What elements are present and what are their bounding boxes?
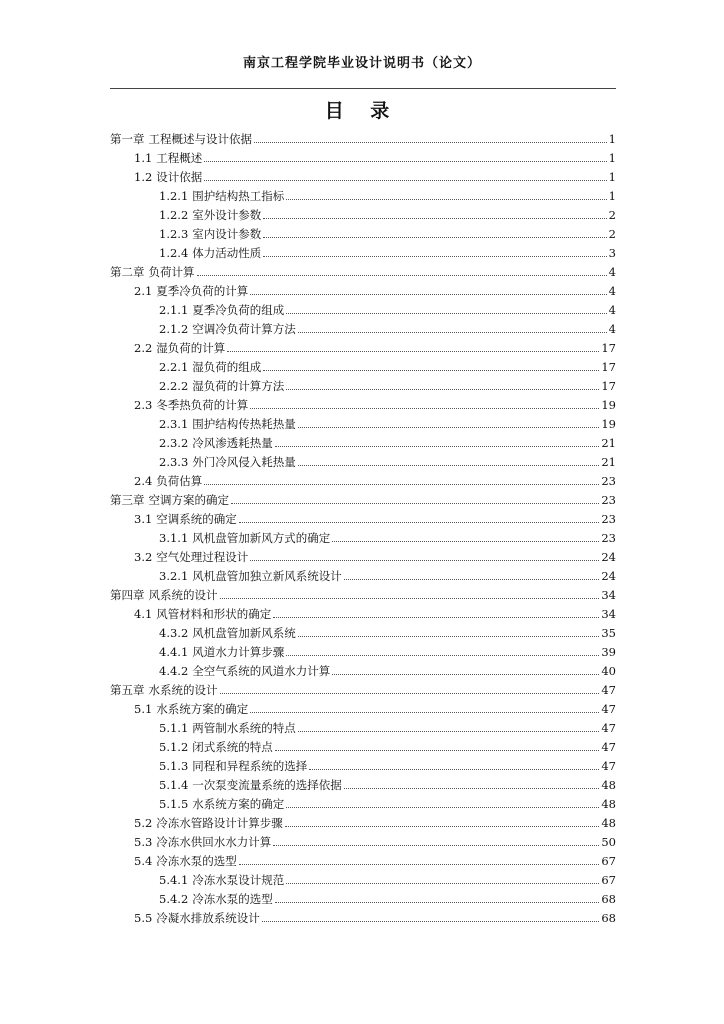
- toc-entry-title: 湿负荷的计算: [156, 341, 226, 355]
- toc-entry-title: 风机盘管加新风方式的确定: [192, 531, 331, 545]
- dot-leader: [298, 636, 600, 637]
- toc-entry[interactable]: [110, 146, 616, 165]
- toc-entry-title: 湿负荷的计算方法: [192, 379, 285, 393]
- toc-entry[interactable]: [110, 165, 616, 184]
- toc-title: 目 录: [324, 100, 400, 122]
- dot-leader: [263, 218, 606, 219]
- toc-entry[interactable]: [110, 906, 616, 925]
- toc-entry-title: 风道水力计算步骤: [192, 645, 285, 659]
- dot-leader: [309, 769, 599, 770]
- toc-entry[interactable]: [110, 374, 616, 393]
- toc-entry-number: 5.1.4: [159, 778, 189, 792]
- toc-entry[interactable]: [110, 317, 616, 336]
- dot-leader: [239, 522, 600, 523]
- toc-entry[interactable]: [110, 792, 616, 811]
- toc-entry[interactable]: [110, 659, 616, 678]
- toc-entry-number: 3.1: [134, 512, 153, 526]
- toc-entry-title: 冷冻水泵设计规范: [192, 873, 285, 887]
- toc-entry-title: 负荷计算: [148, 265, 195, 279]
- toc-entry-number: 1.2.3: [159, 227, 189, 241]
- toc-entry[interactable]: [110, 260, 616, 279]
- dot-leader: [263, 256, 606, 257]
- toc-entry-title: 围护结构传热耗热量: [192, 417, 296, 431]
- toc-entry-number: 5.5: [134, 911, 153, 925]
- dot-leader: [254, 142, 607, 143]
- toc-entry-page: 47: [601, 759, 616, 773]
- toc-entry[interactable]: [110, 868, 616, 887]
- toc-entry[interactable]: [110, 412, 616, 431]
- toc-entry[interactable]: [110, 849, 616, 868]
- toc-entry-title: 风系统的设计: [148, 588, 218, 602]
- toc-entry-number: 第二章: [110, 265, 145, 279]
- toc-entry-page: 17: [601, 341, 616, 355]
- toc-entry[interactable]: [110, 754, 616, 773]
- toc-entry-page: 47: [601, 683, 616, 697]
- toc-entry-page: 4: [608, 303, 616, 317]
- toc-entry-page: 47: [601, 721, 616, 735]
- toc-entry[interactable]: [110, 887, 616, 906]
- toc-entry-page: 1: [608, 151, 616, 165]
- dot-leader: [250, 712, 599, 713]
- dot-leader: [231, 503, 599, 504]
- toc-entry-title: 空气处理过程设计: [156, 550, 249, 564]
- table-of-contents: [110, 127, 616, 925]
- toc-entry[interactable]: [110, 621, 616, 640]
- toc-entry-page: 48: [601, 816, 616, 830]
- toc-entry-title: 风机盘管加独立新风系统设计: [192, 569, 342, 583]
- toc-entry-page: 23: [601, 512, 616, 526]
- toc-entry-number: 2.1: [134, 284, 153, 298]
- dot-leader: [344, 788, 600, 789]
- toc-entry-title: 全空气系统的风道水力计算: [192, 664, 331, 678]
- dot-leader: [298, 427, 600, 428]
- toc-entry[interactable]: [110, 298, 616, 317]
- toc-entry[interactable]: [110, 450, 616, 469]
- toc-entry-number: 4.4.2: [159, 664, 189, 678]
- dot-leader: [204, 484, 599, 485]
- toc-entry-page: 4: [608, 322, 616, 336]
- toc-entry-number: 4.3.2: [159, 626, 189, 640]
- toc-entry-title: 冷冻水管路设计计算步骤: [156, 816, 283, 830]
- toc-entry[interactable]: [110, 241, 616, 260]
- toc-entry-number: 第一章: [110, 132, 145, 146]
- toc-entry-number: 2.2: [134, 341, 153, 355]
- toc-entry-title: 夏季冷负荷的计算: [156, 284, 249, 298]
- toc-entry-title: 风管材料和形状的确定: [156, 607, 272, 621]
- toc-entry-page: 48: [601, 797, 616, 811]
- toc-entry-title: 两管制水系统的特点: [192, 721, 296, 735]
- dot-leader: [204, 161, 606, 162]
- toc-entry-title: 室内设计参数: [192, 227, 262, 241]
- toc-entry[interactable]: [110, 811, 616, 830]
- toc-entry-number: 4.1: [134, 607, 153, 621]
- running-header: 南京工程学院毕业设计说明书（论文）: [242, 56, 481, 71]
- dot-leader: [286, 655, 599, 656]
- toc-entry-page: 34: [601, 588, 616, 602]
- toc-entry-title: 冬季热负荷的计算: [156, 398, 249, 412]
- dot-leader: [250, 560, 599, 561]
- toc-entry[interactable]: [110, 507, 616, 526]
- toc-entry[interactable]: [110, 545, 616, 564]
- toc-entry-page: 67: [601, 854, 616, 868]
- dot-leader: [286, 883, 599, 884]
- toc-entry-number: 5.1.5: [159, 797, 189, 811]
- dot-leader: [250, 294, 606, 295]
- dot-leader: [263, 237, 606, 238]
- toc-entry-number: 5.4.2: [159, 892, 189, 906]
- toc-entry-title: 工程概述: [156, 151, 203, 165]
- dot-leader: [250, 408, 599, 409]
- toc-entry-page: 67: [601, 873, 616, 887]
- toc-entry-title: 闭式系统的特点: [192, 740, 273, 754]
- toc-entry[interactable]: [110, 203, 616, 222]
- toc-entry-number: 1.2.2: [159, 208, 189, 222]
- toc-entry-title: 水系统方案的确定: [156, 702, 249, 716]
- toc-entry-title: 夏季冷负荷的组成: [192, 303, 285, 317]
- toc-entry-number: 2.3.1: [159, 417, 189, 431]
- toc-entry-number: 5.3: [134, 835, 153, 849]
- toc-entry-title: 冷冻水泵的选型: [192, 892, 273, 906]
- dot-leader: [285, 826, 600, 827]
- toc-entry-number: 3.2: [134, 550, 153, 564]
- toc-entry-title: 冷冻水泵的选型: [156, 854, 237, 868]
- toc-entry-page: 21: [601, 436, 616, 450]
- toc-entry[interactable]: [110, 184, 616, 203]
- toc-entry[interactable]: [110, 583, 616, 602]
- toc-entry-number: 5.1.2: [159, 740, 189, 754]
- toc-entry-title: 室外设计参数: [192, 208, 262, 222]
- toc-entry-number: 2.3.2: [159, 436, 189, 450]
- toc-entry-number: 2.1.2: [159, 322, 189, 336]
- dot-leader: [275, 902, 600, 903]
- toc-entry-number: 2.1.1: [159, 303, 189, 317]
- dot-leader: [220, 693, 600, 694]
- toc-entry-number: 2.3: [134, 398, 153, 412]
- toc-entry[interactable]: [110, 716, 616, 735]
- toc-entry-title: 冷冻水供回水水力计算: [156, 835, 272, 849]
- toc-entry-number: 第三章: [110, 493, 145, 507]
- toc-entry[interactable]: [110, 773, 616, 792]
- toc-entry-number: 2.4: [134, 474, 153, 488]
- toc-entry-title: 风机盘管加新风系统: [192, 626, 296, 640]
- toc-entry[interactable]: [110, 355, 616, 374]
- toc-entry-number: 2.2.2: [159, 379, 189, 393]
- toc-entry-number: 5.4: [134, 854, 153, 868]
- dot-leader: [298, 332, 607, 333]
- toc-entry-page: 21: [601, 455, 616, 469]
- toc-entry-page: 19: [601, 398, 616, 412]
- header-rule: [110, 88, 616, 89]
- toc-entry[interactable]: [110, 431, 616, 450]
- dot-leader: [286, 807, 599, 808]
- toc-entry-page: 23: [601, 531, 616, 545]
- toc-entry[interactable]: [110, 735, 616, 754]
- toc-entry-page: 48: [601, 778, 616, 792]
- dot-leader: [262, 921, 600, 922]
- toc-entry-page: 34: [601, 607, 616, 621]
- toc-entry[interactable]: [110, 564, 616, 583]
- toc-entry[interactable]: [110, 697, 616, 716]
- dot-leader: [298, 465, 600, 466]
- toc-entry-title: 体力活动性质: [192, 246, 262, 260]
- toc-entry-page: 17: [601, 360, 616, 374]
- toc-entry-page: 23: [601, 474, 616, 488]
- toc-entry-title: 湿负荷的组成: [192, 360, 262, 374]
- toc-entry-title: 冷凝水排放系统设计: [156, 911, 260, 925]
- toc-entry-title: 空调方案的确定: [148, 493, 229, 507]
- toc-entry-page: 19: [601, 417, 616, 431]
- toc-entry-title: 水系统方案的确定: [192, 797, 285, 811]
- toc-entry-number: 1.2: [134, 170, 153, 184]
- toc-entry-page: 47: [601, 740, 616, 754]
- toc-entry-title: 冷风渗透耗热量: [192, 436, 273, 450]
- toc-entry-number: 3.1.1: [159, 531, 189, 545]
- toc-entry-number: 5.1.3: [159, 759, 189, 773]
- toc-entry-title: 设计依据: [156, 170, 203, 184]
- toc-entry[interactable]: [110, 393, 616, 412]
- toc-entry[interactable]: [110, 830, 616, 849]
- dot-leader: [286, 389, 599, 390]
- dot-leader: [227, 351, 599, 352]
- dot-leader: [332, 674, 599, 675]
- dot-leader: [275, 446, 600, 447]
- toc-entry-title: 空调系统的确定: [156, 512, 237, 526]
- toc-entry[interactable]: [110, 336, 616, 355]
- toc-entry-title: 外门冷风侵入耗热量: [192, 455, 296, 469]
- toc-entry[interactable]: [110, 222, 616, 241]
- dot-leader: [204, 180, 606, 181]
- toc-entry[interactable]: [110, 678, 616, 697]
- toc-entry[interactable]: [110, 127, 616, 146]
- dot-leader: [344, 579, 600, 580]
- dot-leader: [275, 750, 600, 751]
- toc-entry-title: 空调冷负荷计算方法: [192, 322, 296, 336]
- toc-entry-page: 1: [608, 189, 616, 203]
- dot-leader: [332, 541, 599, 542]
- toc-entry-number: 5.1: [134, 702, 153, 716]
- toc-entry[interactable]: [110, 469, 616, 488]
- toc-entry-number: 5.2: [134, 816, 153, 830]
- dot-leader: [298, 731, 600, 732]
- dot-leader: [286, 313, 606, 314]
- toc-entry-number: 1.1: [134, 151, 153, 165]
- dot-leader: [220, 598, 600, 599]
- toc-entry[interactable]: [110, 488, 616, 507]
- toc-entry-number: 3.2.1: [159, 569, 189, 583]
- toc-entry-page: 23: [601, 493, 616, 507]
- toc-entry-page: 39: [601, 645, 616, 659]
- toc-entry-number: 第四章: [110, 588, 145, 602]
- dot-leader: [273, 617, 599, 618]
- toc-entry-number: 1.2.1: [159, 189, 189, 203]
- toc-entry-title: 一次泵变流量系统的选择依据: [192, 778, 342, 792]
- toc-entry-title: 工程概述与设计依据: [148, 132, 252, 146]
- toc-entry-page: 35: [601, 626, 616, 640]
- dot-leader: [263, 370, 599, 371]
- toc-entry-page: 1: [608, 170, 616, 184]
- toc-entry-title: 水系统的设计: [148, 683, 218, 697]
- toc-entry-page: 24: [601, 569, 616, 583]
- toc-entry-title: 负荷估算: [156, 474, 203, 488]
- toc-entry-page: 40: [601, 664, 616, 678]
- toc-entry-page: 2: [608, 227, 616, 241]
- toc-entry-page: 50: [601, 835, 616, 849]
- toc-entry-number: 5.4.1: [159, 873, 189, 887]
- toc-entry-page: 47: [601, 702, 616, 716]
- toc-entry-page: 1: [608, 132, 616, 146]
- toc-entry-page: 68: [601, 892, 616, 906]
- toc-entry-number: 2.3.3: [159, 455, 189, 469]
- toc-entry[interactable]: [110, 640, 616, 659]
- toc-entry-number: 5.1.1: [159, 721, 189, 735]
- toc-entry-page: 17: [601, 379, 616, 393]
- toc-entry[interactable]: [110, 279, 616, 298]
- toc-entry-number: 1.2.4: [159, 246, 189, 260]
- toc-entry[interactable]: [110, 526, 616, 545]
- toc-entry-number: 2.2.1: [159, 360, 189, 374]
- toc-entry-page: 4: [608, 265, 616, 279]
- toc-entry-page: 68: [601, 911, 616, 925]
- dot-leader: [286, 199, 606, 200]
- toc-entry-number: 4.4.1: [159, 645, 189, 659]
- toc-entry-page: 2: [608, 208, 616, 222]
- toc-entry-title: 同程和异程系统的选择: [192, 759, 308, 773]
- toc-entry-page: 4: [608, 284, 616, 298]
- toc-entry-page: 24: [601, 550, 616, 564]
- dot-leader: [239, 864, 600, 865]
- toc-entry-title: 围护结构热工指标: [192, 189, 285, 203]
- toc-entry-number: 第五章: [110, 683, 145, 697]
- toc-entry-page: 3: [608, 246, 616, 260]
- dot-leader: [273, 845, 599, 846]
- toc-entry[interactable]: [110, 602, 616, 621]
- dot-leader: [197, 275, 607, 276]
